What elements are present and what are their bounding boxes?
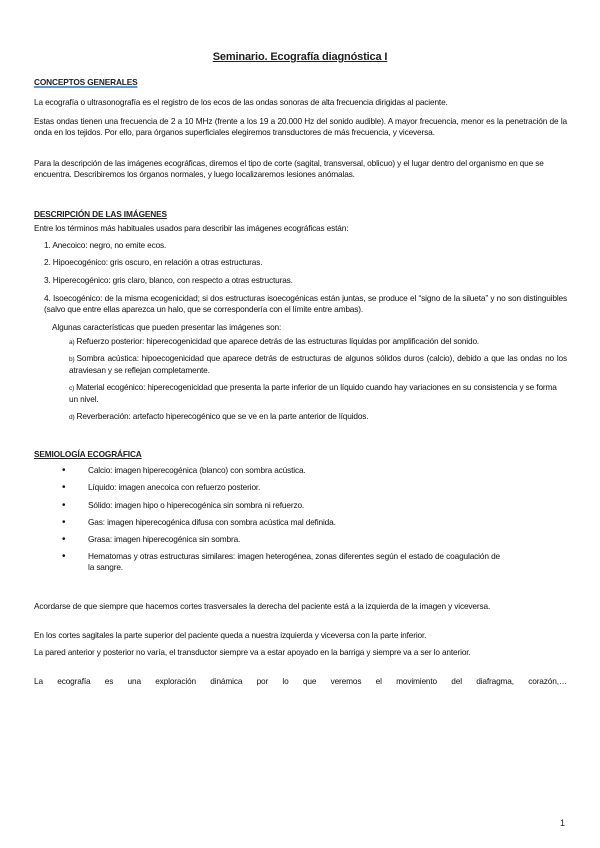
feature-item: [69, 411, 567, 423]
paragraph: Entre los términos más habituales usados para describir las imágenes ecográficas están:: [34, 223, 349, 233]
paragraph: En los cortes sagitales la parte superior del paciente queda a nuestra izquierda y viceversa con la parte inferior.: [34, 630, 427, 640]
list-item: Líquido: imagen anecoica con refuerzo posterior.: [88, 482, 261, 492]
paragraph: La pared anterior y posterior no varía, el transductor siempre va a estar apoyado en la barriga y siempre va a ser lo anterior.: [34, 647, 471, 657]
paragraph: La ecografía o ultrasonografía es el registro de los ecos de las ondas sonoras de alta frecuencia dirigidas al paciente.: [34, 97, 448, 107]
list-item: 3. Hiperecogénico: gris claro, blanco, con respecto a otras estructuras.: [44, 275, 293, 285]
feature-item: [69, 353, 567, 376]
feature-text: Material ecogénico: hiperecogenicidad que presenta la parte inferior de un líquido cuando hay variaciones en su consistencia y se forma un nivel.: [69, 382, 557, 404]
paragraph: Acordarse de que siempre que hacemos cortes trasversales la derecha del paciente está a la izquierda de la imagen y viceversa.: [34, 601, 491, 611]
feature-text: Refuerzo posterior: hiperecogenicidad que aparece detrás de las estructuras líquidas por amplificación del sonido.: [76, 336, 480, 346]
feature-text: Sombra acústica: hipoecogenicidad que aparece detrás de estructuras de algunos sólidos duros (calcio), debido a que las ondas no los atraviesan y se reflejan completamente.: [69, 353, 567, 375]
section-heading-semiologia: SEMIOLOGÍA ECOGRÁFICA: [34, 449, 142, 459]
bullet-icon: •: [62, 500, 66, 511]
feature-marker: b): [69, 356, 75, 363]
list-item: 1. Anecoico: negro, no emite ecos.: [44, 240, 167, 250]
paragraph: Estas ondas tienen una frecuencia de 2 a 10 MHz (frente a los 19 a 20.000 Hz del sonido audible). A mayor frecuencia, menor es la penetración de la onda en los tejidos. Por ello, para órganos superficiales elegiremos transductores de más frecuencia, y viceversa.: [34, 116, 567, 137]
bullet-icon: •: [62, 482, 66, 493]
bullet-icon: •: [62, 551, 66, 562]
page-number: 1: [560, 818, 565, 828]
feature-marker: a): [69, 339, 75, 346]
paragraph: La ecografía es una exploración dinámica por lo que veremos el movimiento del diafragma, corazón,…: [34, 676, 567, 686]
bullet-icon: •: [62, 517, 66, 528]
feature-marker: d): [69, 414, 75, 421]
section-heading-conceptos: CONCEPTOS GENERALES: [34, 77, 138, 87]
list-item: Grasa: imagen hiperecogénica sin sombra.: [88, 534, 241, 544]
feature-text: Reverberación: artefacto hiperecogénico que se ve en la parte anterior de líquidos.: [76, 411, 369, 421]
bullet-icon: •: [62, 465, 66, 476]
list-item: 2. Hipoecogénico: gris oscuro, en relación a otras estructuras.: [44, 257, 263, 267]
section-heading-descripcion: DESCRIPCIÓN DE LAS IMÁGENES: [34, 209, 167, 219]
feature-item: [69, 382, 567, 405]
bullet-icon: •: [62, 534, 66, 545]
feature-item: [69, 336, 567, 348]
list-item: Calcio: imagen hiperecogénica (blanco) con sombra acústica.: [88, 465, 306, 475]
list-item: Hematomas y otras estructuras similares: imagen heterogénea, zonas diferentes según el estado de coagulación de la sangre.: [88, 551, 500, 572]
document-title: Seminario. Ecografía diagnóstica I: [212, 51, 388, 63]
paragraph: Para la descripción de las imágenes ecográficas, diremos el tipo de corte (sagital, transversal, oblicuo) y el lugar dentro del organismo en que se encuentra. Describiremos los órganos normales, y luego localizaremos lesiones anómalas.: [34, 158, 544, 179]
paragraph: Algunas características que pueden presentar las imágenes son:: [52, 322, 282, 332]
list-item: Sólido: imagen hipo o hiperecogénica sin sombra ni refuerzo.: [88, 500, 305, 510]
list-item: 4. Isoecogénico: de la misma ecogenicidad; si dos estructuras isoecogénicas están juntas, se produce el “signo de la silueta” y no son distinguibles (salvo que entre ellas aparezca un halo, que se correspondería con el límite entre ambas).: [44, 293, 567, 314]
feature-marker: c): [69, 385, 75, 392]
list-item: Gas: imagen hiperecogénica difusa con sombra acústica mal definida.: [88, 517, 336, 527]
